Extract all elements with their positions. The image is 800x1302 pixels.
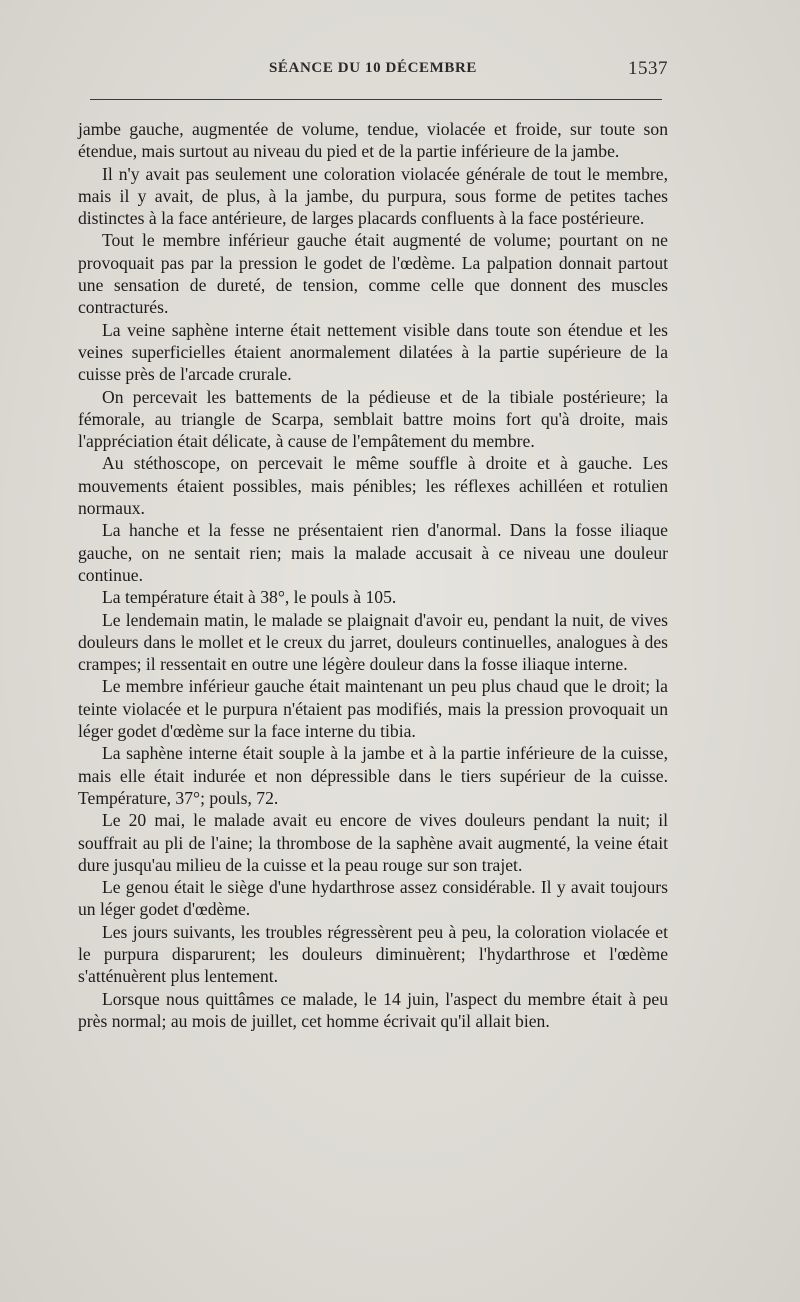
paragraph: La température était à 38°, le pouls à 105. [102,587,397,608]
paragraph: Lorsque nous quittâmes ce malade, le 14 juin, l'aspect du membre était à peu près normal; au mois de juillet, cet homme écrivait qu'il allait bien. [78,988,668,1031]
paragraph: La hanche et la fesse ne présentaient rien d'anormal. Dans la fosse iliaque gauche, on ne sentait rien; mais la malade accusait à ce niveau une douleur continue. [78,520,668,585]
page-number: 1537 [628,58,668,79]
paragraph: Le genou était le siège d'une hydarthrose assez considérable. Il y avait toujours un léger godet d'œdème. [78,877,668,920]
paragraph-continuation: jambe gauche, augmentée de volume, tendue, violacée et froide, sur toute son étendue, mais surtout au niveau du pied et de la partie inférieure de la jambe. [78,119,668,162]
paragraph: Le membre inférieur gauche était maintenant un peu plus chaud que le droit; la teinte violacée et le purpura n'étaient pas modifiés, mais la pression provoquait un léger godet d'œdème sur la face interne du tibia. [78,676,668,742]
paragraph: Au stéthoscope, on percevait le même souffle à droite et à gauche. Les mouvements étaient possibles, mais pénibles; les réflexes achilléen et rotulien normaux. [78,453,668,519]
paragraph: Tout le membre inférieur gauche était augmenté de volume; pourtant on ne provoquait pas par la pression le godet de l'œdème. La palpation donnait partout une sensation de dureté, de tension, comme celle que donnent des muscles contracturés. [78,230,668,318]
body-text [78,118,668,1032]
paragraph: Le lendemain matin, le malade se plaignait d'avoir eu, pendant la nuit, de vives douleurs dans le mollet et le creux du jarret, douleurs continuelles, analogues à des crampes; il ressentait en outre une légère douleur dans la fosse iliaque interne. [78,609,668,675]
header-rule [90,99,662,100]
paragraph: La saphène interne était souple à la jambe et à la partie inférieure de la cuisse, mais elle était indurée et non dépressible dans le tiers supérieur de la cuisse. Température, 37°; pouls, 72. [78,743,668,808]
running-header [78,56,668,90]
paragraph: Le 20 mai, le malade avait eu encore de vives douleurs pendant la nuit; il souffrait au pli de l'aine; la thrombose de la saphène avait augmenté, la veine était dure jusqu'au milieu de la cuisse et la peau rouge sur son trajet. [78,810,668,875]
paragraph: On percevait les battements de la pédieuse et de la tibiale postérieure; la fémorale, au triangle de Scarpa, semblait battre moins fort qu'à droite, mais l'appréciation était délicate, à cause de l'empâtement du membre. [78,386,668,452]
paragraph: Les jours suivants, les troubles régressèrent peu à peu, la coloration violacée et le purpura disparurent; les douleurs diminuèrent; l'hydarthrose et l'œdème s'atténuèrent plus lentement. [78,921,668,987]
document-page [78,56,668,1031]
running-title: SÉANCE DU 10 DÉCEMBRE [268,60,478,76]
paragraph: Il n'y avait pas seulement une coloration violacée générale de tout le membre, mais il y avait, de plus, à la jambe, du purpura, sous forme de petites taches distinctes à la face antérieure, de larges placards confluents à la face postérieure. [78,163,668,229]
paragraph: La veine saphène interne était nettement visible dans toute son étendue et les veines superficielles étaient anormalement dilatées à la partie supérieure de la cuisse près de l'arcade crurale. [78,319,668,385]
